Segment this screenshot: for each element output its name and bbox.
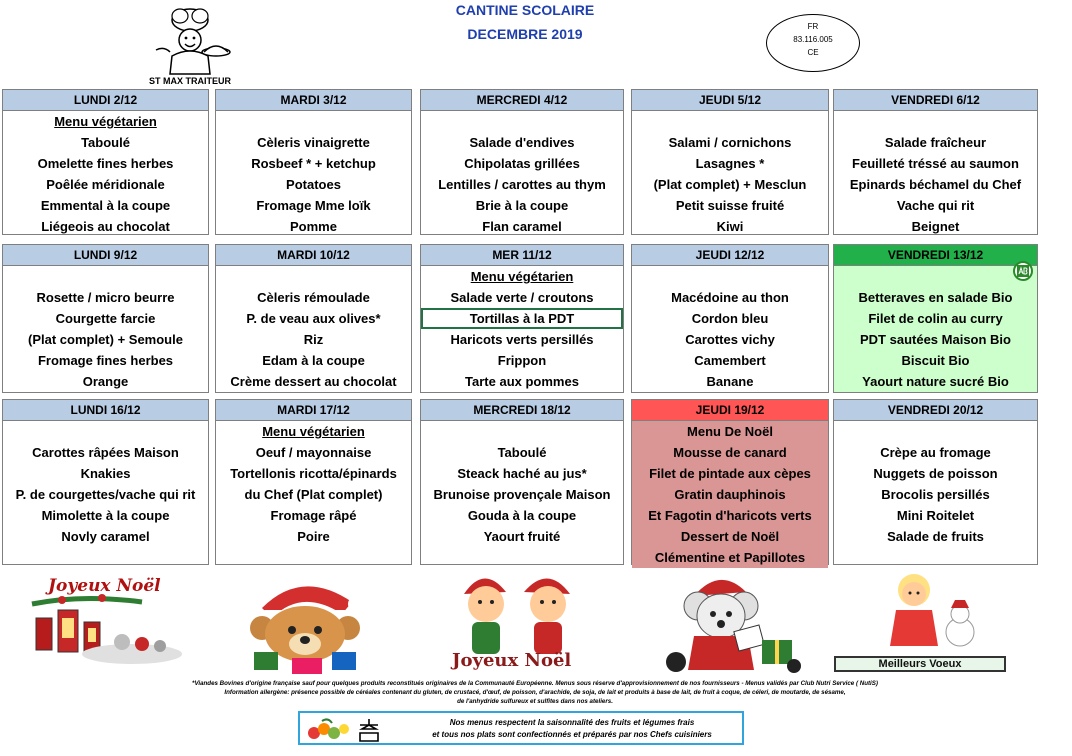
day-header: MERCREDI 4/12 xyxy=(421,90,623,111)
menu-item xyxy=(3,266,208,287)
meilleurs-voeux-banner: Meilleurs Voeux xyxy=(834,656,1006,672)
day-header: JEUDI 12/12 xyxy=(632,245,828,266)
menu-item: P. de courgettes/vache qui rit xyxy=(15,487,196,502)
decoration-lanterns xyxy=(22,572,192,672)
menu-item: Dessert de Noël xyxy=(680,529,780,544)
menu-item: Orange xyxy=(82,374,129,389)
menu-item: Epinards béchamel du Chef xyxy=(849,177,1022,192)
day-header: MARDI 10/12 xyxy=(216,245,411,266)
menu-item: Salade d'endives xyxy=(469,135,575,150)
day-header: VENDREDI 6/12 xyxy=(834,90,1037,111)
decoration-mouse xyxy=(650,566,810,674)
menu-item: Fromage fines herbes xyxy=(37,353,174,368)
menu-item: Poire xyxy=(297,529,330,544)
day-card xyxy=(833,399,1038,565)
footnote-line: *Viandes Bovines d'origine française sauf pour quelques produits reconstitués originaires de la Communauté Européenne. Menus sous réserve d'approvisionnement de nos fournisseurs - Menus validés par Club Nutri Service ( NutiS) xyxy=(192,680,878,687)
menu-item xyxy=(421,421,623,442)
menu-item: Edam à la coupe xyxy=(262,353,365,368)
menu-item: Omelette fines herbes xyxy=(37,156,174,171)
day-card-bio xyxy=(833,244,1038,393)
menu-item: Rosbeef * + ketchup xyxy=(251,156,376,171)
menu-item: Kiwi xyxy=(716,219,744,234)
info-line: Nos menus respectent la saisonnalité des fruits et légumes frais xyxy=(449,718,695,727)
menu-item: Mousse de canard xyxy=(673,445,787,460)
joyeux-noel-caption: Joyeux Noël xyxy=(452,650,572,671)
christmas-mouse-icon xyxy=(650,566,810,674)
menu-item: Riz xyxy=(303,332,324,347)
stamp-line: FR xyxy=(807,22,819,31)
day-header: JEUDI 19/12 xyxy=(632,400,828,421)
info-text xyxy=(404,717,740,741)
day-header: LUNDI 16/12 xyxy=(3,400,208,421)
day-header: JEUDI 5/12 xyxy=(632,90,828,111)
footnote-line: de l'anhydride sulfureux et sulfites dans nos ateliers. xyxy=(457,698,613,705)
menu-item: Lasagnes * xyxy=(695,156,765,171)
fruits-vegetables-icon xyxy=(306,717,350,743)
menu-item xyxy=(834,111,1037,132)
day-card xyxy=(2,89,209,235)
menu-item: Camembert xyxy=(694,353,766,368)
menu-item: Banane xyxy=(706,374,754,389)
menu-item: Taboulé xyxy=(497,445,547,460)
menu-item: Haricots verts persillés xyxy=(450,332,594,347)
day-card xyxy=(420,399,624,565)
menu-item: Beignet xyxy=(911,219,960,234)
footnote-line: Information allergène: présence possible de céréales contenant du gluten, de crustacé, d'œuf, de poisson, d'arachide, de soja, de lait et produits à base de lait, de fruit à coque, de céleri, de moutarde, de sésame, xyxy=(224,689,846,696)
menu-item: Frippon xyxy=(497,353,547,368)
stamp-line: CE xyxy=(807,48,819,57)
day-card xyxy=(420,89,624,235)
day-header: LUNDI 9/12 xyxy=(3,245,208,266)
menu-item: Emmental à la coupe xyxy=(40,198,171,213)
menu-item: Carottes râpées Maison xyxy=(32,445,179,460)
menu-item: Betteraves en salade Bio xyxy=(858,290,1013,305)
menu-item: Tortellonis ricotta/épinards xyxy=(230,466,397,481)
menu-item: Menu De Noël xyxy=(687,424,773,439)
menu-item: Feuilleté tréssé au saumon xyxy=(852,156,1019,171)
decoration-teddy-bear xyxy=(232,568,382,674)
menu-item: Steack haché au jus* xyxy=(457,466,587,481)
menu-item: Potatoes xyxy=(286,177,341,192)
menu-item xyxy=(216,266,411,287)
menu-item: Yaourt nature sucré Bio xyxy=(862,374,1009,389)
menu-item: Salade fraîcheur xyxy=(884,135,987,150)
day-header: LUNDI 2/12 xyxy=(3,90,208,111)
day-card xyxy=(2,244,209,393)
menu-item: Gratin dauphinois xyxy=(674,487,786,502)
menu-item: Biscuit Bio xyxy=(901,353,970,368)
menu-item xyxy=(3,421,208,442)
day-header: MERCREDI 18/12 xyxy=(421,400,623,421)
menu-item: Taboulé xyxy=(81,135,130,150)
chef-hat-icon xyxy=(356,717,382,743)
menu-item: Mimolette à la coupe xyxy=(41,508,170,523)
footnote xyxy=(40,679,1030,706)
menu-item: Menu végétarien xyxy=(470,269,574,284)
chef-logo-icon xyxy=(146,6,234,76)
menu-item: Chipolatas grillées xyxy=(464,156,580,171)
menu-item: Brocolis persillés xyxy=(881,487,990,502)
menu-item: Rosette / micro beurre xyxy=(36,290,175,305)
menu-item: Salade de fruits xyxy=(887,529,984,544)
stamp-line: 83.116.005 xyxy=(793,35,833,44)
menu-item: Crèpe au fromage xyxy=(880,445,991,460)
menu-item: PDT sautées Maison Bio xyxy=(860,332,1011,347)
day-card xyxy=(215,89,412,235)
day-card xyxy=(631,89,829,235)
menu-item: Fromage râpé xyxy=(270,508,357,523)
day-card xyxy=(833,89,1038,235)
menu-item: Courgette farcie xyxy=(55,311,156,326)
menu-item: Cordon bleu xyxy=(691,311,769,326)
menu-item: Mini Roitelet xyxy=(896,508,975,523)
page-subtitle: DECEMBRE 2019 xyxy=(467,26,583,42)
menu-item: Vache qui rit xyxy=(896,198,975,213)
selected-cell[interactable]: Tortillas à la PDT xyxy=(421,308,623,329)
menu-item xyxy=(834,421,1037,442)
info-box xyxy=(298,711,744,745)
day-header: MARDI 3/12 xyxy=(216,90,411,111)
decoration-snowman-girl xyxy=(834,566,1010,674)
menu-item: Menu végétarien xyxy=(54,114,157,129)
menu-item xyxy=(632,266,828,287)
menu-item: Fromage Mme loïk xyxy=(256,198,371,213)
menu-item xyxy=(421,111,623,132)
logo xyxy=(138,6,242,86)
joyeux-noel-caption: Joyeux Noël xyxy=(48,576,161,596)
menu-item: Filet de pintade aux cèpes xyxy=(649,466,811,481)
menu-item: du Chef (Plat complet) xyxy=(244,487,383,502)
menu-item: Novly caramel xyxy=(61,529,150,544)
menu-item: Gouda à la coupe xyxy=(467,508,577,523)
menu-item: Cèleris rémoulade xyxy=(257,290,370,305)
menu-item: Et Fagotin d'haricots verts xyxy=(648,508,812,523)
day-header: VENDREDI 20/12 xyxy=(834,400,1037,421)
day-header: VENDREDI 13/12 xyxy=(834,245,1037,266)
day-header: MER 11/12 xyxy=(421,245,623,266)
day-header: MARDI 17/12 xyxy=(216,400,411,421)
menu-item: Salade verte / croutons xyxy=(450,290,594,305)
menu-item: Pomme xyxy=(290,219,337,234)
menu-item: Poêlée méridionale xyxy=(46,177,165,192)
menu-item: Yaourt fruité xyxy=(483,529,561,544)
brand-name: ST MAX TRAITEUR xyxy=(149,76,231,86)
menu-item: P. de veau aux olives* xyxy=(246,311,381,326)
teddy-bear-icon xyxy=(232,568,382,674)
decoration-elves xyxy=(444,564,594,674)
menu-item: Macédoine au thon xyxy=(671,290,789,305)
menu-item: Petit suisse fruité xyxy=(675,198,785,213)
day-card xyxy=(2,399,209,565)
menu-item: Liégeois au chocolat xyxy=(41,219,170,234)
menu-item: Filet de colin au curry xyxy=(868,311,1003,326)
menu-item: Salami / cornichons xyxy=(668,135,792,150)
menu-item: Crème dessert au chocolat xyxy=(230,374,397,389)
menu-item: Brie à la coupe xyxy=(475,198,569,213)
menu-item: Cèleris vinaigrette xyxy=(257,135,370,150)
menu-item: (Plat complet) + Semoule xyxy=(28,332,183,347)
health-stamp xyxy=(766,14,860,72)
day-card xyxy=(420,244,624,393)
menu-item: Carottes vichy xyxy=(685,332,775,347)
menu-item: Knakies xyxy=(80,466,131,481)
info-line: et tous nos plats sont confectionnés et préparés par nos Chefs cuisiniers xyxy=(432,730,712,739)
menu-item xyxy=(834,266,1037,287)
day-card xyxy=(215,399,412,565)
menu-item: Tarte aux pommes xyxy=(465,374,579,389)
menu-item: Flan caramel xyxy=(482,219,562,234)
menu-item xyxy=(632,111,828,132)
girl-snowman-icon xyxy=(834,566,1010,656)
menu-item: (Plat complet) + Mesclun xyxy=(653,177,807,192)
menu-item: Brunoise provençale Maison xyxy=(433,487,611,502)
menu-item: Clémentine et Papillotes xyxy=(654,550,806,565)
menu-item: Oeuf / mayonnaise xyxy=(255,445,372,460)
menu-item: Menu végétarien xyxy=(262,424,365,439)
page-title: CANTINE SCOLAIRE xyxy=(455,2,595,18)
menu-item: Nuggets de poisson xyxy=(873,466,998,481)
menu-item xyxy=(216,111,411,132)
menu-item: Lentilles / carottes au thym xyxy=(438,177,606,192)
day-card-noel xyxy=(631,399,829,565)
day-card xyxy=(631,244,829,393)
day-card xyxy=(215,244,412,393)
bio-ab-icon xyxy=(1013,261,1033,281)
